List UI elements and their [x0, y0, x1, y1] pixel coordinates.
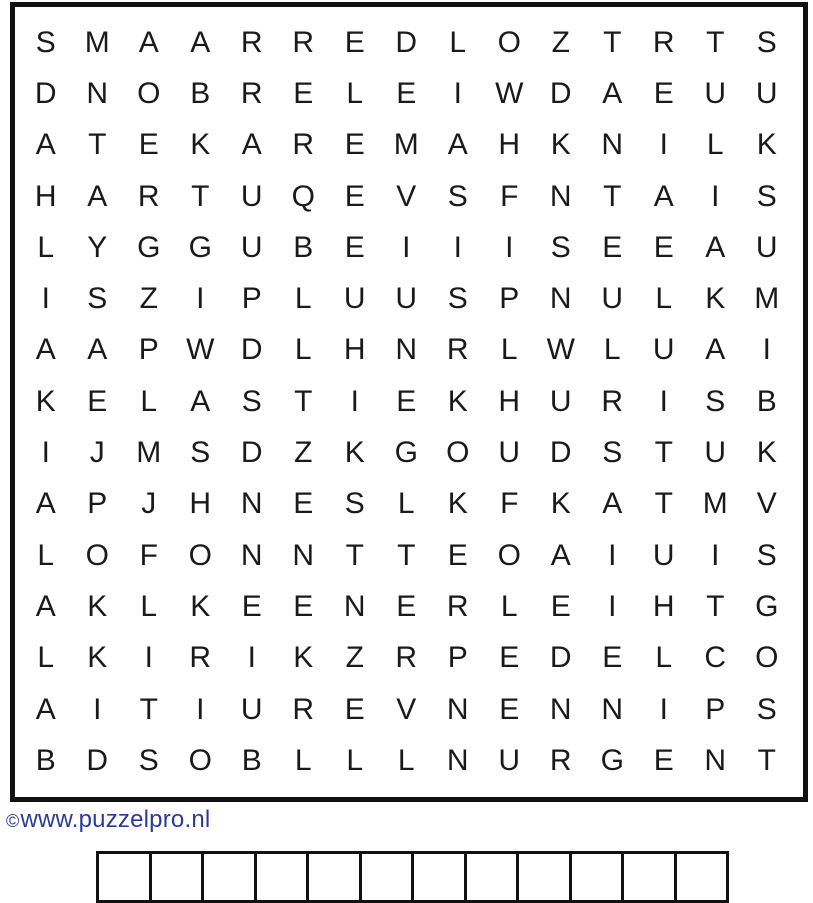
grid-cell[interactable]: L: [294, 333, 312, 367]
copyright-notice: [6, 806, 210, 834]
grid-cell[interactable]: H: [498, 128, 521, 162]
grid-cell[interactable]: K: [447, 384, 468, 418]
grid-cell[interactable]: N: [395, 333, 418, 367]
grid-cell[interactable]: N: [549, 179, 572, 213]
grid-cell[interactable]: E: [344, 692, 365, 726]
grid-cell[interactable]: S: [756, 25, 777, 59]
grid-cell[interactable]: H: [189, 487, 212, 521]
grid-cell[interactable]: Z: [139, 282, 158, 316]
grid-cell[interactable]: A: [241, 128, 262, 162]
grid-cell[interactable]: K: [87, 589, 108, 623]
grid-cell[interactable]: E: [653, 743, 674, 777]
grid-cell[interactable]: D: [395, 25, 418, 59]
grid-cell[interactable]: N: [601, 128, 624, 162]
grid-cell[interactable]: F: [139, 538, 158, 572]
grid-cell[interactable]: U: [652, 333, 675, 367]
grid-cell[interactable]: R: [446, 589, 469, 623]
grid-cell[interactable]: E: [602, 641, 623, 675]
grid-cell[interactable]: K: [344, 436, 365, 470]
grid-cell[interactable]: I: [402, 230, 411, 264]
grid-cell[interactable]: A: [138, 25, 159, 59]
grid-cell[interactable]: I: [144, 641, 153, 675]
grid-cell[interactable]: A: [447, 128, 468, 162]
grid-cell[interactable]: Z: [294, 436, 313, 470]
grid-cell[interactable]: C: [704, 641, 727, 675]
grid-cell[interactable]: P: [499, 282, 520, 316]
answer-box[interactable]: [414, 854, 467, 900]
answer-box[interactable]: [467, 854, 520, 900]
grid-cell[interactable]: R: [652, 25, 675, 59]
grid-cell[interactable]: U: [343, 282, 366, 316]
grid-cell[interactable]: L: [346, 743, 364, 777]
grid-cell[interactable]: M: [393, 128, 419, 162]
grid-cell[interactable]: A: [705, 333, 726, 367]
grid-cell[interactable]: R: [601, 384, 624, 418]
grid-cell[interactable]: K: [756, 436, 777, 470]
grid-cell[interactable]: O: [446, 436, 470, 470]
grid-cell[interactable]: R: [292, 25, 315, 59]
answer-box[interactable]: [519, 854, 572, 900]
grid-cell[interactable]: E: [241, 589, 262, 623]
grid-cell[interactable]: H: [652, 589, 675, 623]
grid-cell[interactable]: S: [35, 25, 56, 59]
grid-cell[interactable]: O: [137, 76, 161, 110]
grid-cell[interactable]: A: [87, 179, 108, 213]
grid-cell[interactable]: L: [140, 384, 158, 418]
grid-cell[interactable]: K: [550, 487, 571, 521]
grid-cell[interactable]: P: [447, 641, 468, 675]
grid-cell[interactable]: N: [601, 692, 624, 726]
grid-cell[interactable]: O: [497, 538, 521, 572]
grid-cell[interactable]: R: [292, 692, 315, 726]
grid-cell[interactable]: T: [603, 179, 622, 213]
grid-cell[interactable]: O: [188, 743, 212, 777]
grid-cell[interactable]: D: [549, 436, 572, 470]
grid-cell[interactable]: E: [293, 589, 314, 623]
grid-cell[interactable]: I: [711, 538, 720, 572]
grid-cell[interactable]: U: [755, 76, 778, 110]
grid-cell[interactable]: I: [659, 128, 668, 162]
grid-cell[interactable]: E: [87, 384, 108, 418]
grid-cell[interactable]: A: [602, 76, 623, 110]
grid-cell[interactable]: Z: [551, 25, 570, 59]
grid-cell[interactable]: E: [499, 692, 520, 726]
grid-cell[interactable]: G: [600, 743, 624, 777]
grid-cell[interactable]: H: [343, 333, 366, 367]
grid-cell[interactable]: D: [240, 436, 263, 470]
grid-cell[interactable]: L: [500, 333, 518, 367]
grid-cell[interactable]: M: [754, 282, 780, 316]
grid-cell[interactable]: A: [190, 384, 211, 418]
grid-cell[interactable]: S: [756, 692, 777, 726]
grid-cell[interactable]: L: [603, 333, 621, 367]
grid-cell[interactable]: L: [655, 282, 673, 316]
grid-cell[interactable]: L: [37, 230, 55, 264]
grid-cell[interactable]: N: [240, 538, 263, 572]
grid-cell[interactable]: L: [346, 76, 364, 110]
grid-cell[interactable]: T: [139, 692, 158, 726]
grid-cell[interactable]: P: [87, 487, 108, 521]
grid-cell[interactable]: I: [711, 179, 720, 213]
grid-cell[interactable]: I: [453, 230, 462, 264]
grid-cell[interactable]: E: [396, 384, 417, 418]
grid-cell[interactable]: A: [35, 333, 56, 367]
grid-cell[interactable]: M: [702, 487, 728, 521]
grid-cell[interactable]: L: [500, 589, 518, 623]
grid-cell[interactable]: I: [41, 282, 50, 316]
grid-cell[interactable]: M: [136, 436, 162, 470]
grid-cell[interactable]: R: [189, 641, 212, 675]
answer-boxes: [96, 851, 729, 903]
copyright-url: www.puzzelpro.nl: [20, 806, 211, 833]
grid-cell[interactable]: U: [704, 436, 727, 470]
grid-cell[interactable]: S: [756, 538, 777, 572]
grid-cell[interactable]: W: [186, 333, 215, 367]
grid-cell[interactable]: D: [240, 333, 263, 367]
grid-cell[interactable]: A: [35, 692, 56, 726]
grid-cell[interactable]: G: [755, 589, 779, 623]
grid-cell[interactable]: N: [549, 282, 572, 316]
grid-cell[interactable]: I: [659, 692, 668, 726]
grid-cell[interactable]: N: [292, 538, 315, 572]
grid-cell[interactable]: P: [705, 692, 726, 726]
grid-cell[interactable]: D: [34, 76, 57, 110]
grid-cell[interactable]: K: [756, 128, 777, 162]
grid-cell[interactable]: I: [196, 282, 205, 316]
grid-cell[interactable]: D: [86, 743, 109, 777]
grid-cell[interactable]: T: [88, 128, 107, 162]
grid-cell[interactable]: S: [447, 179, 468, 213]
answer-box[interactable]: [257, 854, 310, 900]
grid-cell[interactable]: R: [446, 333, 469, 367]
grid-cell[interactable]: E: [396, 76, 417, 110]
grid-cell[interactable]: A: [550, 538, 571, 572]
grid-cell[interactable]: E: [602, 230, 623, 264]
grid-cell[interactable]: O: [497, 25, 521, 59]
grid-cell[interactable]: V: [396, 692, 417, 726]
grid-cell[interactable]: S: [241, 384, 262, 418]
grid-cell[interactable]: S: [190, 436, 211, 470]
grid-cell[interactable]: I: [762, 333, 771, 367]
grid-cell[interactable]: S: [756, 179, 777, 213]
grid-cell[interactable]: U: [498, 436, 521, 470]
grid-cell[interactable]: L: [294, 743, 312, 777]
grid-cell[interactable]: D: [549, 76, 572, 110]
grid-cell[interactable]: O: [755, 641, 779, 675]
grid-cell[interactable]: A: [653, 179, 674, 213]
grid-cell[interactable]: I: [453, 76, 462, 110]
grid-cell[interactable]: I: [350, 384, 359, 418]
answer-box[interactable]: [362, 854, 415, 900]
grid-cell[interactable]: U: [652, 538, 675, 572]
grid-cell[interactable]: W: [546, 333, 575, 367]
grid-cell[interactable]: N: [86, 76, 109, 110]
grid-cell[interactable]: B: [241, 743, 262, 777]
grid-cell[interactable]: O: [188, 538, 212, 572]
grid-cell[interactable]: U: [498, 743, 521, 777]
grid-cell[interactable]: A: [705, 230, 726, 264]
grid-cell[interactable]: G: [188, 230, 212, 264]
grid-cell[interactable]: L: [37, 641, 55, 675]
grid-cell[interactable]: U: [240, 179, 263, 213]
grid-cell[interactable]: N: [446, 692, 469, 726]
answer-box[interactable]: [624, 854, 677, 900]
grid-cell[interactable]: I: [196, 692, 205, 726]
grid-cell[interactable]: E: [396, 589, 417, 623]
grid-cell[interactable]: L: [397, 743, 415, 777]
grid-cell[interactable]: E: [550, 589, 571, 623]
grid-cell[interactable]: A: [602, 487, 623, 521]
grid-cell[interactable]: R: [137, 179, 160, 213]
grid-cell[interactable]: W: [495, 76, 524, 110]
grid-cell[interactable]: H: [34, 179, 57, 213]
grid-cell[interactable]: R: [549, 743, 572, 777]
grid-cell[interactable]: S: [138, 743, 159, 777]
grid-cell[interactable]: G: [137, 230, 161, 264]
grid-cell[interactable]: V: [756, 487, 777, 521]
grid-cell[interactable]: L: [140, 589, 158, 623]
grid-cell[interactable]: L: [37, 538, 55, 572]
grid-cell[interactable]: E: [344, 25, 365, 59]
grid-cell[interactable]: U: [704, 76, 727, 110]
grid-cell[interactable]: I: [41, 436, 50, 470]
grid-cell[interactable]: E: [653, 76, 674, 110]
grid-cell[interactable]: Z: [345, 641, 364, 675]
grid-cell[interactable]: A: [35, 589, 56, 623]
answer-box[interactable]: [204, 854, 257, 900]
grid-cell[interactable]: G: [394, 436, 418, 470]
grid-cell[interactable]: N: [446, 743, 469, 777]
grid-cell[interactable]: R: [292, 128, 315, 162]
answer-box[interactable]: [152, 854, 205, 900]
grid-cell[interactable]: B: [293, 230, 314, 264]
grid-cell[interactable]: K: [705, 282, 726, 316]
grid-cell[interactable]: V: [396, 179, 417, 213]
grid-cell[interactable]: N: [343, 589, 366, 623]
grid-cell[interactable]: R: [240, 25, 263, 59]
grid-cell[interactable]: T: [345, 538, 364, 572]
grid-cell[interactable]: H: [498, 384, 521, 418]
grid-cell[interactable]: A: [190, 25, 211, 59]
grid-cell[interactable]: Q: [291, 179, 315, 213]
grid-cell[interactable]: U: [240, 230, 263, 264]
grid-cell[interactable]: U: [395, 282, 418, 316]
grid-cell[interactable]: U: [549, 384, 572, 418]
grid-cell[interactable]: D: [549, 641, 572, 675]
grid-cell[interactable]: L: [397, 487, 415, 521]
grid-cell[interactable]: E: [653, 230, 674, 264]
answer-box[interactable]: [309, 854, 362, 900]
grid-cell[interactable]: E: [344, 128, 365, 162]
grid-cell[interactable]: K: [550, 128, 571, 162]
grid-cell[interactable]: E: [447, 538, 468, 572]
grid-cell[interactable]: F: [500, 179, 519, 213]
grid-cell[interactable]: B: [35, 743, 56, 777]
grid-cell[interactable]: Y: [87, 230, 108, 264]
grid-cell[interactable]: R: [240, 76, 263, 110]
grid-cell[interactable]: I: [247, 641, 256, 675]
grid-cell[interactable]: U: [601, 282, 624, 316]
grid-cell[interactable]: E: [138, 128, 159, 162]
grid-cell[interactable]: T: [654, 436, 673, 470]
grid-cell[interactable]: I: [608, 589, 617, 623]
grid-cell[interactable]: U: [755, 230, 778, 264]
grid-cell[interactable]: T: [706, 589, 725, 623]
grid-cell[interactable]: N: [549, 692, 572, 726]
grid-cell[interactable]: A: [87, 333, 108, 367]
grid-cell[interactable]: I: [659, 384, 668, 418]
grid-cell[interactable]: K: [190, 589, 211, 623]
grid-cell[interactable]: L: [449, 25, 467, 59]
grid-cell[interactable]: E: [499, 641, 520, 675]
grid-cell[interactable]: R: [395, 641, 418, 675]
grid-cell[interactable]: S: [705, 384, 726, 418]
grid-cell[interactable]: S: [602, 436, 623, 470]
grid-cell[interactable]: O: [85, 538, 109, 572]
grid-cell[interactable]: P: [138, 333, 159, 367]
grid-cell[interactable]: I: [93, 692, 102, 726]
grid-cell[interactable]: U: [240, 692, 263, 726]
grid-cell[interactable]: I: [608, 538, 617, 572]
grid-cell[interactable]: K: [293, 641, 314, 675]
grid-cell[interactable]: J: [89, 436, 105, 470]
grid-cell[interactable]: E: [344, 179, 365, 213]
copyright-symbol: ©: [6, 811, 20, 831]
grid-cell[interactable]: E: [344, 230, 365, 264]
grid-cell[interactable]: T: [706, 25, 725, 59]
grid-cell[interactable]: S: [87, 282, 108, 316]
answer-box[interactable]: [99, 854, 152, 900]
grid-cell[interactable]: B: [190, 76, 211, 110]
grid-cell[interactable]: T: [654, 487, 673, 521]
grid-cell[interactable]: T: [757, 743, 776, 777]
grid-cell[interactable]: K: [87, 641, 108, 675]
grid-cell[interactable]: T: [603, 25, 622, 59]
answer-box[interactable]: [572, 854, 625, 900]
grid-cell[interactable]: S: [447, 282, 468, 316]
grid-cell[interactable]: P: [241, 282, 262, 316]
grid-cell[interactable]: B: [756, 384, 777, 418]
grid-cell[interactable]: A: [35, 487, 56, 521]
grid-cell[interactable]: K: [35, 384, 56, 418]
grid-cell[interactable]: M: [84, 25, 110, 59]
grid-cell[interactable]: A: [35, 128, 56, 162]
grid-cell[interactable]: T: [191, 179, 210, 213]
grid-cell[interactable]: L: [655, 641, 673, 675]
grid-cell[interactable]: L: [706, 128, 724, 162]
grid-cell[interactable]: N: [240, 487, 263, 521]
letter-grid: [20, 17, 788, 787]
grid-cell[interactable]: K: [447, 487, 468, 521]
grid-cell[interactable]: T: [397, 538, 416, 572]
answer-box[interactable]: [677, 854, 730, 900]
grid-cell[interactable]: E: [293, 487, 314, 521]
grid-cell[interactable]: E: [293, 76, 314, 110]
grid-cell[interactable]: I: [505, 230, 514, 264]
grid-cell[interactable]: N: [704, 743, 727, 777]
grid-cell[interactable]: S: [550, 230, 571, 264]
grid-cell[interactable]: T: [294, 384, 313, 418]
grid-cell[interactable]: S: [344, 487, 365, 521]
grid-cell[interactable]: F: [500, 487, 519, 521]
grid-cell[interactable]: J: [141, 487, 157, 521]
grid-cell[interactable]: L: [294, 282, 312, 316]
grid-cell[interactable]: K: [190, 128, 211, 162]
